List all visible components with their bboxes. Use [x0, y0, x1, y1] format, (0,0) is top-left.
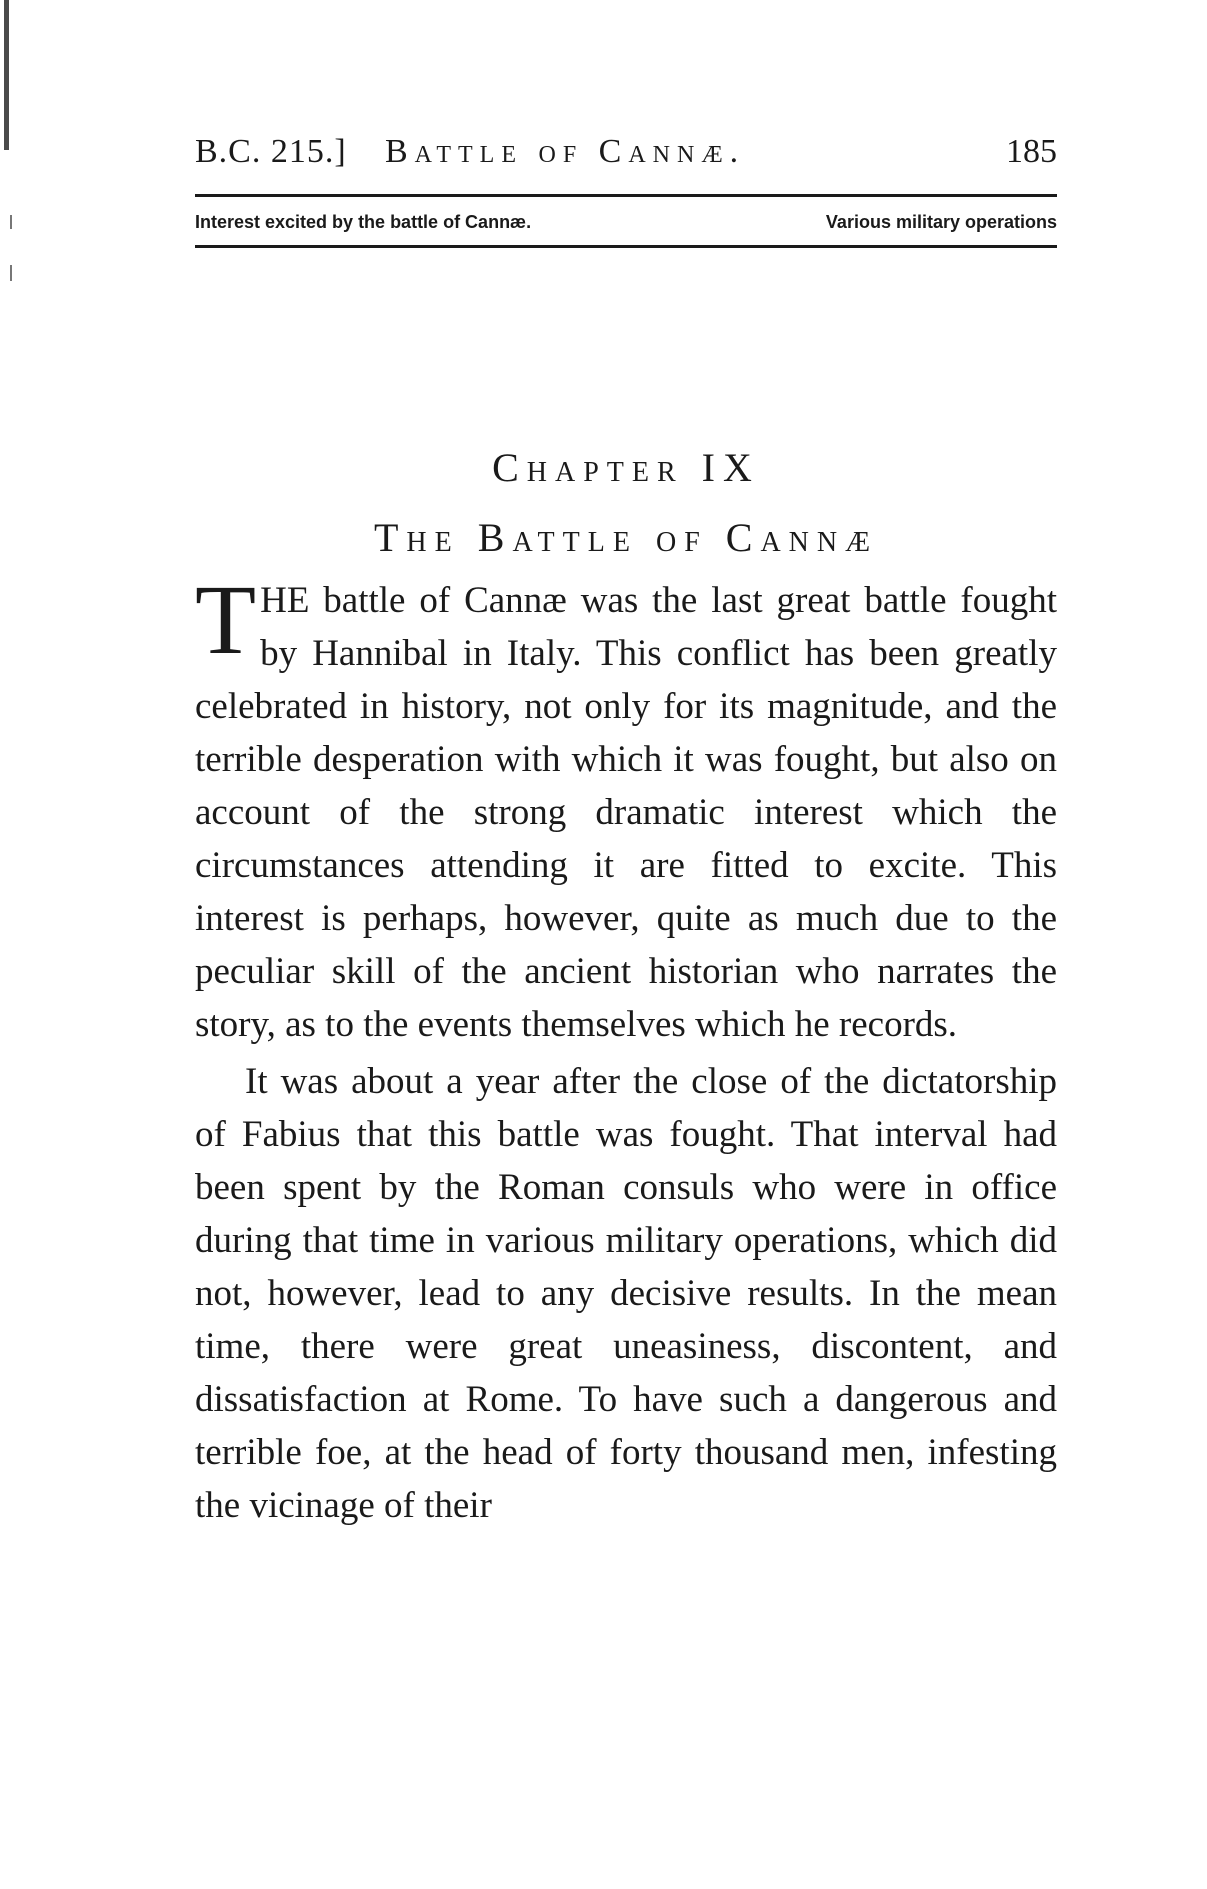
- chapter-number: Chapter IX: [492, 445, 760, 490]
- scan-speck: [10, 215, 12, 229]
- bottom-rule: [195, 245, 1057, 248]
- marginal-subhead: [195, 207, 1057, 237]
- body-text: [195, 564, 1057, 1532]
- running-head: [195, 128, 1057, 176]
- page-number: 185: [1006, 133, 1057, 170]
- subhead-left: Interest excited by the battle of Cannæ.: [195, 212, 532, 232]
- paragraph: It was about a year after the close of the dictatorship of Fabius that this battle was fought. That interval had been spent by the Roman consuls who were in office during that time in various military operations, which did not, however, lead to any decisive results. In the mean time, there were great uneasiness, discontent, and dissatisfaction at Rome. To have such a dangerous and terrible foe, at the head of forty thousand men, infesting the vicinage of their: [195, 1061, 1057, 1526]
- chapter-title: The Battle of Cannæ: [374, 515, 878, 560]
- paragraph: THE battle of Cannæ was the last great battle fought by Hannibal in Italy. This conflict has been greatly celebrated in history, not only for its magnitude, and the terrible desperation with which it was fought, but also on account of the strong dramatic interest which the circumstances attending it are fitted to excite. This interest is perhaps, however, quite as much due to the peculiar skill of the ancient historian who narrates the story, as to the events themselves which he records.: [195, 564, 1057, 1045]
- scan-edge-mark: [4, 0, 9, 150]
- running-head-title: Battle of Cannæ.: [385, 133, 746, 170]
- scan-speck: [10, 265, 12, 281]
- subhead-right: Various military operations: [825, 212, 1057, 232]
- running-head-date: B.C. 215.]: [195, 133, 347, 170]
- top-rule: [195, 194, 1057, 197]
